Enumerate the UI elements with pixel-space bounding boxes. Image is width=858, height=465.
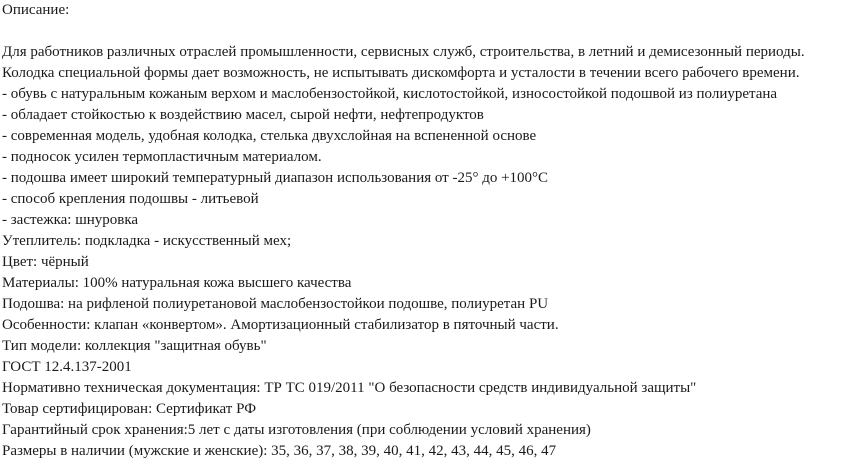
spec-warranty: Гарантийный срок хранения:5 лет с даты изготовления (при соблюдении условий хранения) <box>2 422 591 438</box>
features-list <box>2 84 858 231</box>
specs-list <box>2 231 858 462</box>
spec-regulation: Нормативно техническая документация: ТР ТС 019/2011 "О безопасности средств индивидуальной защиты" <box>2 380 697 396</box>
description-heading: Описание: <box>2 2 70 18</box>
spec-features: Особенности: клапан «конвертом». Амортизационный стабилизатор в пяточный части. <box>2 317 559 333</box>
spec-gost: ГОСТ 12.4.137-2001 <box>2 359 132 375</box>
spec-model-type: Тип модели: коллекция "защитная обувь" <box>2 338 267 354</box>
feature-item: - обладает стойкостью к воздействию масел, сырой нефти, нефтепродуктов <box>2 107 484 123</box>
spec-sizes: Размеры в наличии (мужские и женские): 35, 36, 37, 38, 39, 40, 41, 42, 43, 44, 45, 46, 47 <box>2 443 557 459</box>
intro-line: Колодка специальной формы дает возможность, не испытывать дискомфорта и усталости в течении всего рабочего времени. <box>2 65 800 81</box>
feature-item: - способ крепления подошвы - литьевой <box>2 191 259 207</box>
intro-paragraph <box>2 42 858 84</box>
feature-item: - застежка: шнуровка <box>2 212 139 228</box>
feature-item: - современная модель, удобная колодка, стелька двухслойная на вспененной основе <box>2 128 537 144</box>
feature-item: - обувь с натуральным кожаным верхом и маслобензостойкой, кислотостойкой, износостойкой подошвой из полиуретана <box>2 86 778 102</box>
feature-item: - подносок усилен термопластичным материалом. <box>2 149 322 165</box>
spec-certification: Товар сертифицирован: Сертификат РФ <box>2 401 257 417</box>
spec-materials: Материалы: 100% натуральная кожа высшего качества <box>2 275 352 291</box>
intro-line: Для работников различных отраслей промышленности, сервисных служб, строительства, в летний и демисезонный периоды. <box>2 44 805 60</box>
spec-sole: Подошва: на рифленой полиуретановой маслобензостойкои подошве, полиуретан PU <box>2 296 549 312</box>
feature-item: - подошва имеет широкий температурный диапазон использования от -25° до +100°С <box>2 170 549 186</box>
product-description <box>2 0 858 462</box>
spec-color: Цвет: чёрный <box>2 254 89 270</box>
spec-insulation: Утеплитель: подкладка - искусственный мех; <box>2 233 292 249</box>
